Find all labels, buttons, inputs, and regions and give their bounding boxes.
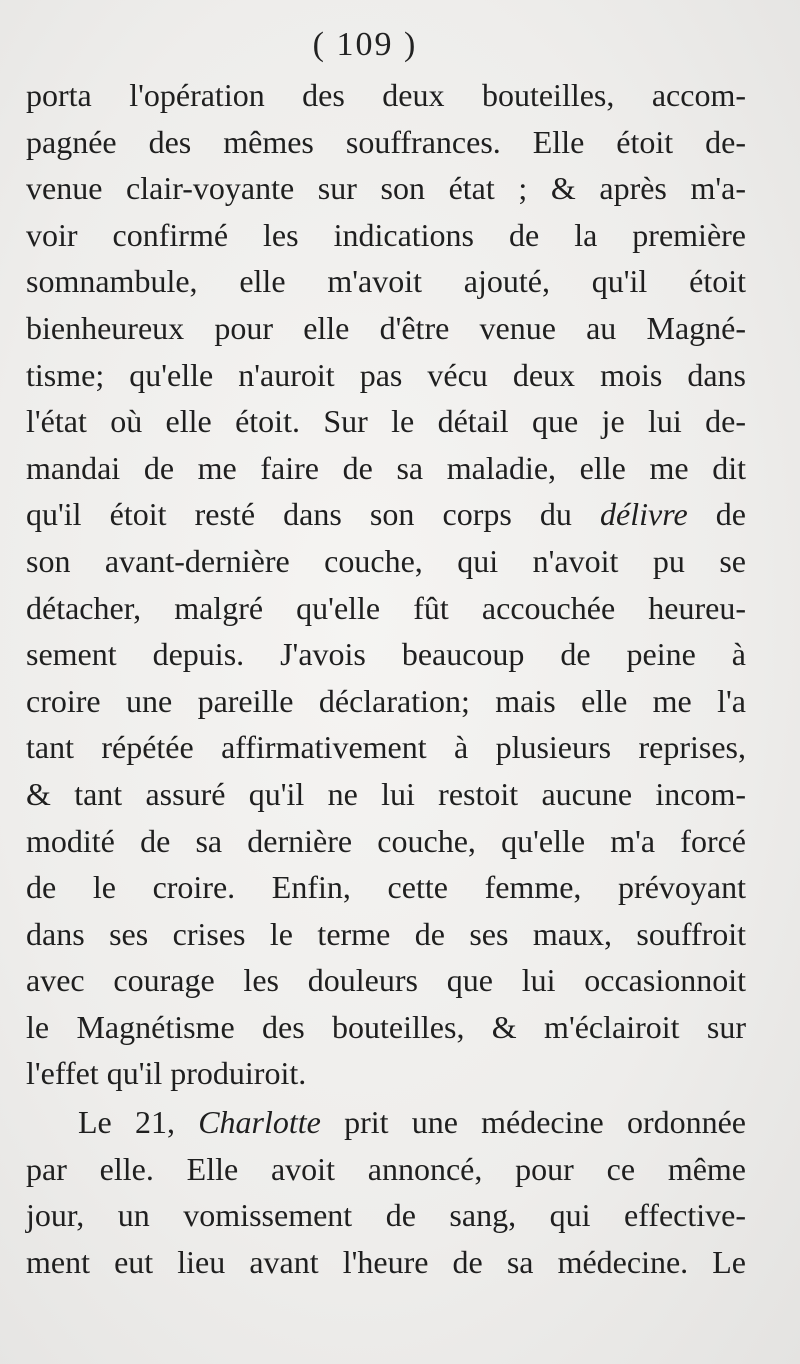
text-line-with-italic [26, 491, 746, 538]
paragraph-end-line: l'effet qu'il produiroit. [26, 1055, 307, 1092]
text-line: tant répétée affirmativement à plusieurs reprises, [26, 729, 746, 766]
text-segment: qu'il étoit resté dans son corps du [26, 496, 601, 533]
text-line: & tant assuré qu'il ne lui restoit aucune incom- [26, 775, 746, 812]
text-line: de le croire. Enfin, cette femme, prévoyant [26, 869, 746, 906]
text-line: jour, un vomissement de sang, qui effective- [26, 1197, 746, 1234]
text-line: dans ses crises le terme de ses maux, souffroit [26, 915, 746, 952]
text-line: avec courage les douleurs que lui occasionnoit [26, 962, 746, 999]
body-text [26, 72, 746, 1285]
text-line: tisme; qu'elle n'auroit pas vécu deux mois dans [26, 356, 746, 393]
text-line: l'état où elle étoit. Sur le détail que je lui de- [26, 403, 746, 440]
text-line-with-italic [26, 1099, 746, 1146]
text-line: le Magnétisme des bouteilles, & m'éclairoit sur [26, 1008, 746, 1045]
text-line: sement depuis. J'avois beaucoup de peine à [26, 636, 746, 673]
text-line: son avant-dernière couche, qui n'avoit pu se [26, 542, 746, 579]
text-line: bienheureux pour elle d'être venue au Magné- [26, 309, 746, 346]
text-line: ment eut lieu avant l'heure de sa médecine. Le [26, 1243, 746, 1280]
italic-word: délivre [600, 496, 688, 533]
text-line: pagnée des mêmes souffrances. Elle étoit de- [26, 123, 746, 160]
text-segment: Le 21, [78, 1104, 199, 1141]
text-line: mandai de me faire de sa maladie, elle me dit [26, 449, 746, 486]
text-line: somnambule, elle m'avoit ajouté, qu'il étoit [26, 263, 746, 300]
text-line: venue clair-voyante sur son état ; & après m'a- [26, 170, 746, 207]
text-line: modité de sa dernière couche, qu'elle m'a forcé [26, 822, 746, 859]
text-line: voir confirmé les indications de la première [26, 216, 746, 253]
text-line: par elle. Elle avoit annoncé, pour ce même [26, 1150, 746, 1187]
text-line: détacher, malgré qu'elle fût accouchée heureu- [26, 589, 746, 626]
text-segment: de [687, 496, 747, 533]
text-line: croire une pareille déclaration; mais elle me l'a [26, 682, 746, 719]
page-number: ( 109 ) [312, 26, 418, 63]
text-line: porta l'opération des deux bouteilles, accom- [26, 77, 746, 113]
text-segment: prit une médecine ordonnée [320, 1104, 747, 1141]
italic-word: Charlotte [198, 1104, 321, 1141]
